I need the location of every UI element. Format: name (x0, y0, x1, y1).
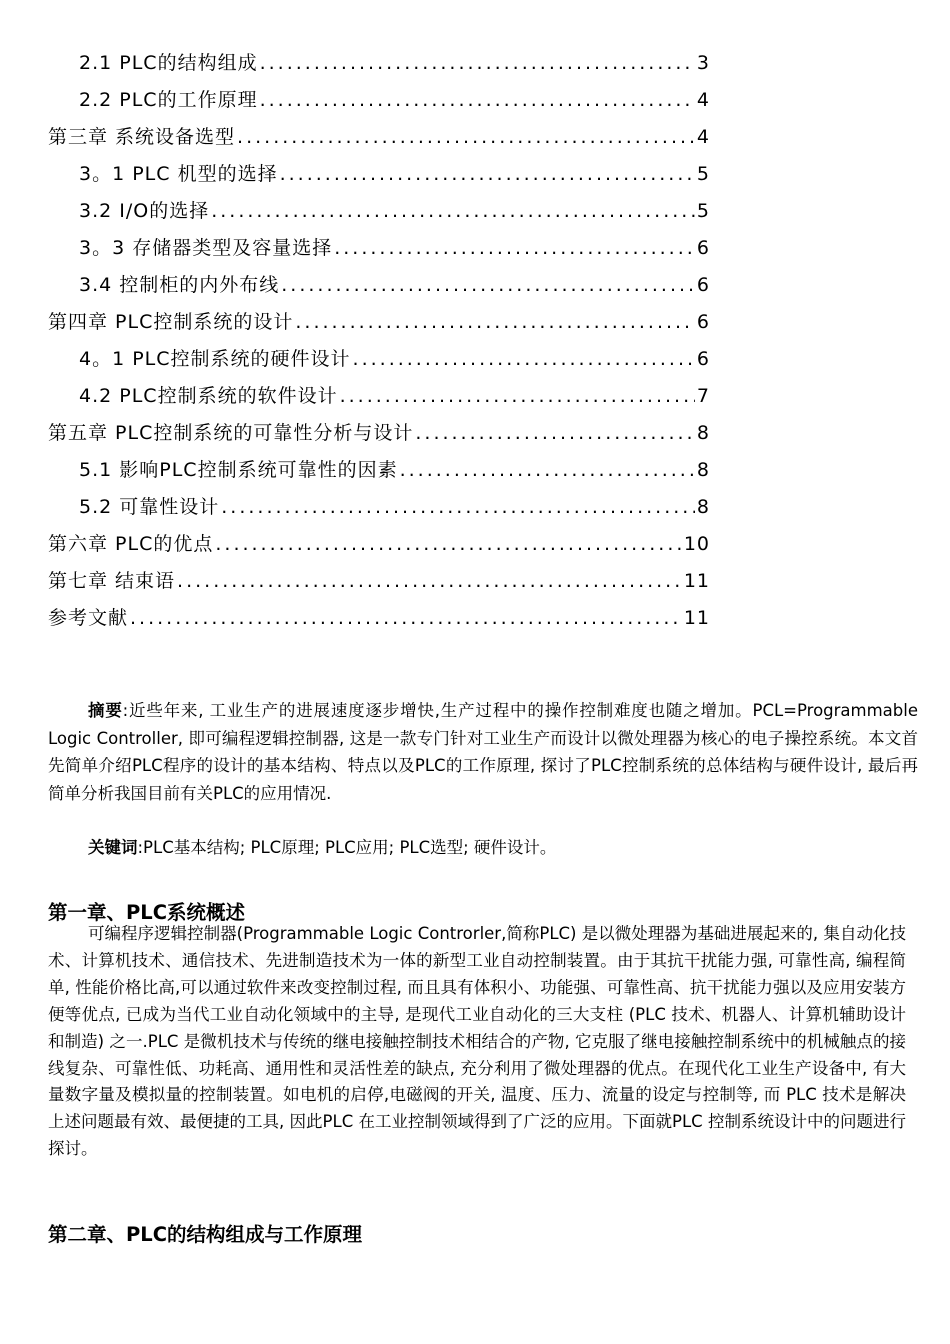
toc-entry[interactable] (48, 193, 710, 230)
toc-entry-page: 8 (696, 459, 710, 481)
toc-leader-dots (237, 119, 695, 156)
chapter-1-body (48, 921, 906, 1163)
toc-entry-page: 7 (696, 385, 710, 407)
toc-leader-dots (353, 341, 695, 378)
toc-entry-title: 第三章 系统设备选型 (48, 126, 236, 148)
toc-leader-dots (177, 563, 682, 600)
toc-entry-page: 11 (683, 607, 710, 629)
toc-entry-page: 4 (696, 89, 710, 111)
abstract-section (48, 697, 918, 862)
toc-entry-title: 第四章 PLC控制系统的设计 (48, 311, 294, 333)
toc-entry[interactable] (48, 341, 710, 378)
toc-leader-dots (340, 378, 695, 415)
toc-entry[interactable] (48, 82, 710, 119)
toc-entry-page: 3 (696, 52, 710, 74)
toc-entry-page: 10 (683, 533, 710, 555)
toc-leader-dots (400, 452, 695, 489)
toc-entry-page: 6 (696, 348, 710, 370)
toc-entry[interactable] (48, 119, 710, 156)
toc-entry-page: 6 (696, 237, 710, 259)
toc-entry-page: 11 (683, 570, 710, 592)
toc-entry-page: 8 (696, 496, 710, 518)
toc-entry-title: 第七章 结束语 (48, 570, 176, 592)
toc-entry[interactable] (48, 156, 710, 193)
toc-entry-title: 2.2 PLC的工作原理 (79, 89, 258, 111)
abstract-paragraph (48, 697, 918, 807)
toc-entry-title: 3.2 I/O的选择 (79, 200, 210, 222)
toc-entry-title: 3。1 PLC 机型的选择 (79, 163, 278, 185)
toc-leader-dots (281, 267, 695, 304)
chapter-2-heading: 第二章、PLC的结构组成与工作原理 (48, 1223, 363, 1246)
abstract-text: :近些年来, 工业生产的进展速度逐步增快,生产过程中的操作控制难度也随之增加。PCL=Programmable Logic Controller, 即可编程逻辑控制器, 这是一款专门针对工业生产而设计以微处理器为核心的电子操控系统。本文首先简单介绍PLC程序的设计的基本结构、特点以及PLC的工作原理, 探讨了PLC控制系统的总体结构与硬件设计, 最后再简单分析我国目前有关PLC的应用情况. (48, 701, 919, 803)
toc-entry[interactable] (48, 45, 710, 82)
keywords-text: :PLC基本结构; PLC原理; PLC应用; PLC选型; 硬件设计。 (137, 838, 557, 857)
toc-entry-title: 第六章 PLC的优点 (48, 533, 214, 555)
toc-leader-dots (130, 600, 682, 637)
keywords-label: 关键词 (88, 838, 138, 857)
toc-entry-title: 第五章 PLC控制系统的可靠性分析与设计 (48, 422, 414, 444)
toc-entry[interactable] (48, 489, 710, 526)
toc-entry-page: 8 (696, 422, 710, 444)
toc-leader-dots (211, 193, 695, 230)
toc-entry-title: 参考文献 (48, 607, 129, 629)
toc-entry-title: 5.1 影响PLC控制系统可靠性的因素 (79, 459, 398, 481)
toc-entry-title: 5.2 可靠性设计 (79, 496, 220, 518)
toc-leader-dots (334, 230, 695, 267)
toc-entry-page: 6 (696, 311, 710, 333)
toc-entry[interactable] (48, 563, 710, 600)
toc-entry[interactable] (48, 304, 710, 341)
toc-entry[interactable] (48, 415, 710, 452)
toc-entry-page: 6 (696, 274, 710, 296)
toc-entry[interactable] (48, 230, 710, 267)
toc-entry-title: 3。3 存储器类型及容量选择 (79, 237, 333, 259)
toc-entry-page: 5 (696, 200, 710, 222)
toc-leader-dots (221, 489, 695, 526)
toc-leader-dots (415, 415, 695, 452)
toc-entry-page: 5 (696, 163, 710, 185)
toc-entry-title: 4。1 PLC控制系统的硬件设计 (79, 348, 351, 370)
abstract-label: 摘要 (88, 701, 123, 720)
toc-entry[interactable] (48, 600, 710, 637)
keywords-paragraph (48, 834, 918, 862)
toc-entry-title: 3.4 控制柜的内外布线 (79, 274, 280, 296)
toc-leader-dots (280, 156, 695, 193)
chapter-1-paragraph: 可编程序逻辑控制器(Programmable Logic Controrler,简称PLC) 是以微处理器为基础进展起来的, 集自动化技术、计算机技术、通信技术、先进制造技术为一体的新型工业自动控制装置。由于其抗干扰能力强, 可靠性高, 编程简单, 性能价格比高,可以通过软件来改变控制过程, 而且具有体积小、功能强、可靠性高、抗干扰能力强以及应用安装方便等优点, 已成为当代工业自动化领域中的主导, 是现代工业自动化的三大支柱 (PLC 技术、机器人、计算机辅助设计和制造) 之一.PLC 是微机技术与传统的继电接触控制技术相结合的产物, 它克服了继电接触控制系统中的机械触点的接线复杂、可靠性低、功耗高、通用性和灵活性差的缺点, 充分利用了微处理器的优点。在现代化工业生产设备中, 有大量数字量及模拟量的控制装置。如电机的启停,电磁阀的开关, 温度、压力、流量的设定与控制等, 而 PLC 技术是解决上述问题最有效、最便捷的工具, 因此PLC 在工业控制领域得到了广泛的应用。下面就PLC 控制系统设计中的问题进行探讨。 (48, 924, 906, 1159)
toc-entry[interactable] (48, 526, 710, 563)
table-of-contents (48, 45, 710, 637)
toc-entry-page: 4 (696, 126, 710, 148)
toc-leader-dots (215, 526, 681, 563)
toc-entry-title: 2.1 PLC的结构组成 (79, 52, 258, 74)
toc-leader-dots (295, 304, 695, 341)
toc-entry[interactable] (48, 378, 710, 415)
toc-entry[interactable] (48, 267, 710, 304)
toc-entry[interactable] (48, 452, 710, 489)
toc-leader-dots (260, 82, 695, 119)
toc-leader-dots (260, 45, 695, 82)
toc-entry-title: 4.2 PLC控制系统的软件设计 (79, 385, 338, 407)
chapter-1-heading: 第一章、PLC系统概述 (48, 901, 246, 924)
